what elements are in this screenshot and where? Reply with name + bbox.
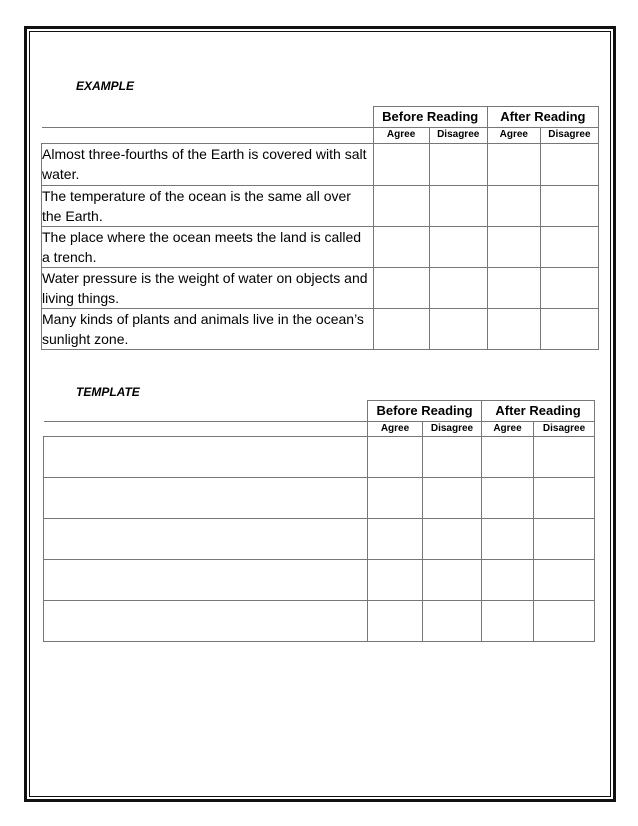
example-blank-header-cell bbox=[42, 107, 374, 128]
agree-after-checkbox[interactable] bbox=[487, 227, 540, 268]
table-row bbox=[44, 437, 595, 478]
template-label: TEMPLATE bbox=[76, 385, 140, 399]
agree-after-checkbox[interactable] bbox=[487, 309, 540, 350]
disagree-after-checkbox[interactable] bbox=[534, 437, 595, 478]
agree-after-checkbox[interactable] bbox=[482, 601, 534, 642]
table-row bbox=[42, 186, 599, 227]
template-disagree-before-header: Disagree bbox=[423, 422, 482, 437]
disagree-after-checkbox[interactable] bbox=[534, 519, 595, 560]
table-row bbox=[44, 478, 595, 519]
table-row bbox=[44, 601, 595, 642]
table-row bbox=[42, 144, 599, 186]
disagree-before-checkbox[interactable] bbox=[429, 268, 487, 309]
agree-after-checkbox[interactable] bbox=[482, 478, 534, 519]
example-after-reading-header: After Reading bbox=[487, 107, 598, 128]
example-blank-subheader-cell bbox=[42, 128, 374, 144]
statement-cell: Water pressure is the weight of water on objects and living things. bbox=[42, 268, 374, 309]
example-agree-after-header: Agree bbox=[487, 128, 540, 144]
agree-before-checkbox[interactable] bbox=[368, 478, 423, 519]
table-row bbox=[42, 309, 599, 350]
statement-cell[interactable] bbox=[44, 560, 368, 601]
agree-after-checkbox[interactable] bbox=[487, 268, 540, 309]
disagree-before-checkbox[interactable] bbox=[423, 560, 482, 601]
template-before-reading-header: Before Reading bbox=[368, 401, 482, 422]
statement-cell[interactable] bbox=[44, 437, 368, 478]
disagree-before-checkbox[interactable] bbox=[423, 601, 482, 642]
example-table bbox=[41, 106, 599, 350]
disagree-before-checkbox[interactable] bbox=[423, 478, 482, 519]
template-after-reading-header: After Reading bbox=[482, 401, 595, 422]
statement-cell: Many kinds of plants and animals live in the ocean’s sunlight zone. bbox=[42, 309, 374, 350]
example-before-reading-header: Before Reading bbox=[373, 107, 487, 128]
disagree-after-checkbox[interactable] bbox=[540, 309, 598, 350]
disagree-before-checkbox[interactable] bbox=[429, 186, 487, 227]
disagree-after-checkbox[interactable] bbox=[540, 268, 598, 309]
agree-before-checkbox[interactable] bbox=[368, 601, 423, 642]
template-agree-after-header: Agree bbox=[482, 422, 534, 437]
statement-cell[interactable] bbox=[44, 478, 368, 519]
agree-before-checkbox[interactable] bbox=[368, 437, 423, 478]
agree-after-checkbox[interactable] bbox=[487, 186, 540, 227]
disagree-after-checkbox[interactable] bbox=[534, 601, 595, 642]
template-agree-before-header: Agree bbox=[368, 422, 423, 437]
disagree-after-checkbox[interactable] bbox=[540, 186, 598, 227]
template-table bbox=[43, 400, 595, 642]
disagree-before-checkbox[interactable] bbox=[429, 144, 487, 186]
agree-after-checkbox[interactable] bbox=[482, 437, 534, 478]
disagree-after-checkbox[interactable] bbox=[540, 227, 598, 268]
disagree-before-checkbox[interactable] bbox=[423, 437, 482, 478]
table-row bbox=[42, 268, 599, 309]
table-row bbox=[44, 560, 595, 601]
statement-cell[interactable] bbox=[44, 601, 368, 642]
statement-cell: Almost three-fourths of the Earth is covered with salt water. bbox=[42, 144, 374, 186]
agree-before-checkbox[interactable] bbox=[368, 519, 423, 560]
example-disagree-after-header: Disagree bbox=[540, 128, 598, 144]
agree-before-checkbox[interactable] bbox=[373, 144, 429, 186]
disagree-before-checkbox[interactable] bbox=[423, 519, 482, 560]
agree-before-checkbox[interactable] bbox=[368, 560, 423, 601]
template-disagree-after-header: Disagree bbox=[534, 422, 595, 437]
agree-before-checkbox[interactable] bbox=[373, 186, 429, 227]
disagree-after-checkbox[interactable] bbox=[534, 560, 595, 601]
agree-after-checkbox[interactable] bbox=[482, 519, 534, 560]
statement-cell: The temperature of the ocean is the same all over the Earth. bbox=[42, 186, 374, 227]
disagree-after-checkbox[interactable] bbox=[534, 478, 595, 519]
example-label: EXAMPLE bbox=[76, 79, 135, 93]
example-agree-before-header: Agree bbox=[373, 128, 429, 144]
statement-cell[interactable] bbox=[44, 519, 368, 560]
table-row bbox=[44, 519, 595, 560]
agree-before-checkbox[interactable] bbox=[373, 268, 429, 309]
agree-after-checkbox[interactable] bbox=[482, 560, 534, 601]
agree-before-checkbox[interactable] bbox=[373, 227, 429, 268]
disagree-before-checkbox[interactable] bbox=[429, 227, 487, 268]
disagree-before-checkbox[interactable] bbox=[429, 309, 487, 350]
template-blank-subheader-cell bbox=[44, 422, 368, 437]
template-blank-header-cell bbox=[44, 401, 368, 422]
agree-before-checkbox[interactable] bbox=[373, 309, 429, 350]
statement-cell: The place where the ocean meets the land is called a trench. bbox=[42, 227, 374, 268]
disagree-after-checkbox[interactable] bbox=[540, 144, 598, 186]
agree-after-checkbox[interactable] bbox=[487, 144, 540, 186]
table-row bbox=[42, 227, 599, 268]
example-disagree-before-header: Disagree bbox=[429, 128, 487, 144]
